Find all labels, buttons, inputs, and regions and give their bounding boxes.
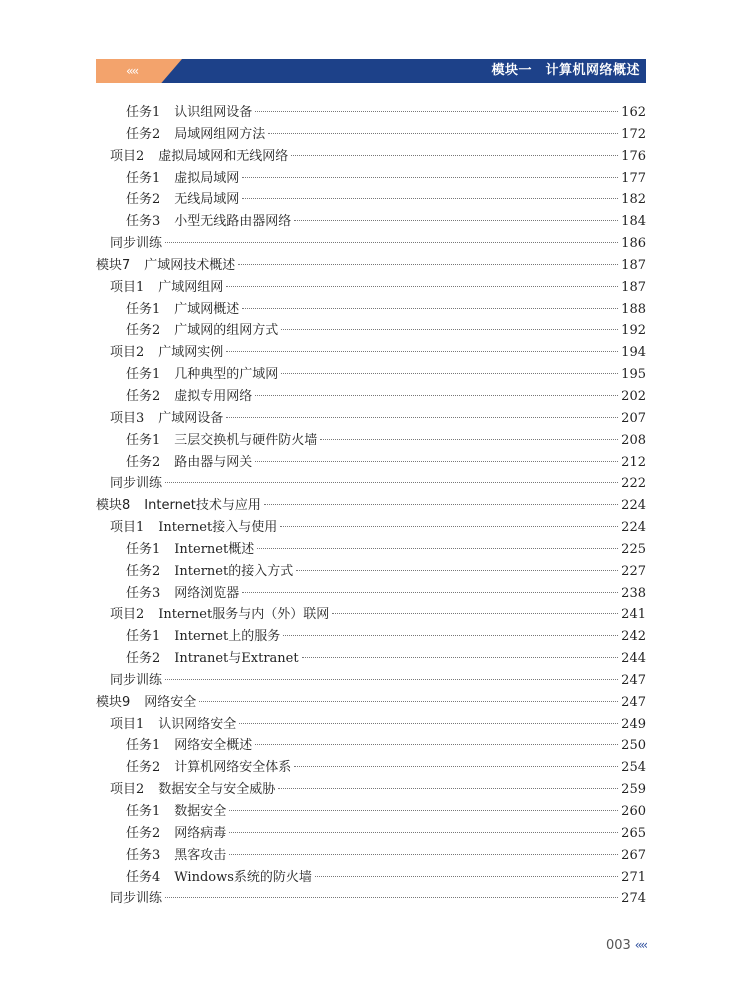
toc-entry-title: 虚拟专用网络 [174, 388, 253, 404]
toc-entry-title: Internet服务与内（外）联网 [158, 607, 330, 623]
toc-entry-label: 任务1 [126, 804, 161, 819]
dot-leader [226, 351, 618, 352]
toc-entry-page: 177 [621, 170, 646, 186]
toc-entry-page: 194 [621, 345, 646, 361]
toc-entry-title: 路由器与网关 [174, 454, 253, 470]
dot-leader [165, 897, 618, 898]
dot-leader [280, 526, 618, 527]
dot-leader [229, 854, 618, 855]
toc-entry-page: 172 [621, 126, 646, 142]
toc-entry-label: 任务1 [126, 367, 161, 383]
toc-entry-label: 任务3 [126, 847, 161, 863]
toc-entry[interactable] [96, 692, 646, 714]
toc-entry-label: 任务2 [126, 651, 161, 667]
toc-entry-label: 任务2 [126, 388, 161, 404]
toc-entry[interactable] [96, 452, 646, 474]
toc-entry-page: 184 [621, 214, 646, 230]
toc-entry[interactable] [96, 211, 646, 233]
toc-entry-page: 195 [621, 367, 646, 383]
toc-entry[interactable] [96, 735, 646, 757]
toc-entry-label: 同步训练 [110, 236, 163, 252]
toc-entry[interactable] [96, 823, 646, 845]
toc-entry-title: 数据安全 [174, 804, 227, 819]
toc-entry[interactable] [96, 233, 646, 255]
toc-entry-page: 271 [621, 869, 646, 885]
toc-entry-page: 241 [621, 607, 646, 623]
toc-entry-page: 238 [621, 585, 646, 601]
toc-entry-label: 项目1 [110, 716, 145, 732]
dot-leader [238, 264, 618, 265]
toc-entry-label: 任务1 [126, 432, 161, 448]
dot-leader [165, 242, 618, 243]
toc-entry[interactable] [96, 277, 646, 299]
dot-leader [255, 111, 618, 112]
toc-entry-title: Internet的接入方式 [174, 563, 294, 579]
toc-entry-page: 247 [621, 694, 646, 710]
toc-entry-page: 182 [621, 192, 646, 208]
toc-entry-label: 模块9 [96, 694, 131, 710]
toc-entry-page: 224 [621, 498, 646, 514]
toc-entry[interactable] [96, 102, 646, 124]
toc-entry-label: 任务1 [126, 301, 161, 317]
toc-entry-label: 任务2 [126, 192, 161, 208]
toc-entry-title: 广域网实例 [158, 345, 224, 361]
dot-leader [242, 177, 618, 178]
toc-entry-page: 274 [621, 891, 646, 907]
toc-entry-label: 模块7 [96, 257, 131, 273]
toc-entry[interactable] [96, 255, 646, 277]
dot-leader [264, 504, 618, 505]
page-number: 003 [605, 938, 631, 953]
toc-entry-label: 任务2 [126, 825, 161, 841]
toc-entry[interactable] [96, 386, 646, 408]
dot-leader [281, 373, 618, 374]
toc-entry-title: 几种典型的广域网 [174, 367, 279, 383]
toc-entry-page: 224 [621, 520, 646, 536]
dot-leader [302, 657, 619, 658]
dot-leader [283, 635, 618, 636]
toc-entry-title: Internet技术与应用 [144, 498, 261, 514]
toc-entry-page: 267 [621, 847, 646, 863]
page-number-footer [606, 935, 646, 955]
dot-leader [242, 308, 618, 309]
toc-entry-page: 259 [621, 782, 646, 798]
toc-entry-title: 无线局域网 [174, 192, 240, 208]
dot-leader [257, 548, 618, 549]
toc-entry-title: Internet上的服务 [174, 629, 281, 645]
toc-entry-label: 项目2 [110, 345, 145, 361]
toc-entry-title: 网络安全概述 [174, 738, 253, 754]
dot-leader [226, 286, 618, 287]
header-title: 模块一 计算机网络概述 [491, 63, 640, 78]
toc-entry[interactable] [96, 342, 646, 364]
dot-leader [255, 461, 618, 462]
toc-entry-title: 网络浏览器 [174, 585, 240, 601]
toc-entry-label: 任务1 [126, 541, 161, 557]
toc-entry-title: 黑客攻击 [174, 847, 227, 863]
dot-leader [165, 482, 618, 483]
toc-entry-label: 任务2 [126, 454, 161, 470]
toc-entry-page: 186 [621, 236, 646, 252]
dot-leader [242, 198, 618, 199]
toc-entry[interactable] [96, 801, 646, 823]
toc-entry-title: 广域网组网 [158, 279, 224, 295]
toc-entry-page: 222 [621, 476, 646, 492]
toc-entry-page: 244 [621, 651, 646, 667]
toc-entry-label: 项目2 [110, 782, 145, 798]
table-of-contents [96, 102, 646, 910]
toc-entry[interactable] [96, 714, 646, 736]
toc-entry[interactable] [96, 539, 646, 561]
toc-entry-label: 同步训练 [110, 476, 163, 492]
dot-leader [226, 417, 618, 418]
dot-leader [165, 679, 618, 680]
toc-entry[interactable] [96, 757, 646, 779]
toc-entry-title: 虚拟局域网 [174, 170, 240, 186]
toc-entry[interactable] [96, 604, 646, 626]
dot-leader [332, 613, 618, 614]
toc-entry[interactable] [96, 561, 646, 583]
toc-entry[interactable] [96, 146, 646, 168]
toc-entry-title: 认识组网设备 [174, 105, 253, 120]
toc-entry-page: 162 [621, 105, 646, 120]
dot-leader [255, 744, 618, 745]
toc-entry-title: Internet概述 [174, 541, 255, 557]
toc-entry-page: 242 [621, 629, 646, 645]
toc-entry-title: Internet接入与使用 [158, 520, 278, 536]
toc-entry-title: 三层交换机与硬件防火墙 [174, 432, 318, 448]
toc-entry-label: 项目1 [110, 279, 145, 295]
toc-entry[interactable] [96, 299, 646, 321]
toc-entry-page: 250 [621, 738, 646, 754]
dot-leader [294, 766, 618, 767]
toc-entry-page: 202 [621, 388, 646, 404]
toc-entry-title: 虚拟局域网和无线网络 [158, 148, 289, 164]
toc-entry-title: 数据安全与安全威胁 [158, 782, 276, 798]
toc-entry-page: 225 [621, 541, 646, 557]
toc-entry-title: 广域网的组网方式 [174, 323, 279, 339]
toc-entry[interactable] [96, 845, 646, 867]
toc-entry-title: 小型无线路由器网络 [174, 214, 292, 230]
toc-entry-label: 同步训练 [110, 672, 163, 688]
toc-entry-page: 188 [621, 301, 646, 317]
header-chevrons-icon: ‹‹‹‹ [126, 64, 138, 78]
toc-entry[interactable] [96, 583, 646, 605]
dot-leader [229, 810, 618, 811]
toc-entry[interactable] [96, 495, 646, 517]
dot-leader [242, 592, 618, 593]
toc-entry-title: Windows系统的防火墙 [174, 869, 312, 885]
toc-entry[interactable] [96, 648, 646, 670]
toc-entry-label: 任务1 [126, 105, 161, 120]
toc-entry-label: 任务2 [126, 563, 161, 579]
toc-entry-label: 任务1 [126, 738, 161, 754]
toc-entry-title: 广域网技术概述 [144, 257, 236, 273]
toc-entry-label: 项目2 [110, 148, 145, 164]
toc-entry-label: 任务1 [126, 629, 161, 645]
dot-leader [320, 439, 618, 440]
toc-entry-page: 187 [621, 279, 646, 295]
toc-entry-page: 176 [621, 148, 646, 164]
toc-entry-label: 项目1 [110, 520, 145, 536]
toc-entry[interactable] [96, 517, 646, 539]
dot-leader [294, 220, 618, 221]
toc-entry[interactable] [96, 124, 646, 146]
toc-entry-label: 项目3 [110, 410, 145, 426]
dot-leader [281, 329, 618, 330]
toc-entry-label: 任务4 [126, 869, 161, 885]
dot-leader [291, 155, 618, 156]
toc-entry-title: 广域网设备 [158, 410, 224, 426]
dot-leader [239, 723, 618, 724]
toc-entry-title: 认识网络安全 [158, 716, 237, 732]
toc-entry-label: 项目2 [110, 607, 145, 623]
toc-entry-page: 247 [621, 672, 646, 688]
toc-entry-title: 计算机网络安全体系 [174, 760, 292, 776]
dot-leader [315, 876, 618, 877]
toc-entry-title: 广域网概述 [174, 301, 240, 317]
toc-entry[interactable] [96, 189, 646, 211]
toc-entry-title: 网络病毒 [174, 825, 227, 841]
toc-entry-page: 265 [621, 825, 646, 841]
toc-entry-page: 207 [621, 410, 646, 426]
toc-entry-page: 227 [621, 563, 646, 579]
toc-entry-page: 254 [621, 760, 646, 776]
footer-chevrons-icon: ‹‹‹‹ [634, 938, 646, 952]
toc-entry-page: 192 [621, 323, 646, 339]
dot-leader [268, 133, 618, 134]
toc-entry-title: 网络安全 [144, 694, 197, 710]
toc-entry-page: 260 [621, 804, 646, 819]
toc-entry[interactable] [96, 888, 646, 910]
toc-entry-title: 局域网组网方法 [174, 126, 266, 142]
toc-entry[interactable] [96, 320, 646, 342]
dot-leader [199, 701, 618, 702]
toc-entry-title: Intranet与Extranet [174, 651, 299, 667]
toc-entry[interactable] [96, 364, 646, 386]
toc-entry[interactable] [96, 408, 646, 430]
toc-entry[interactable] [96, 670, 646, 692]
toc-entry-label: 同步训练 [110, 891, 163, 907]
toc-entry-label: 任务3 [126, 214, 161, 230]
toc-entry-label: 模块8 [96, 498, 131, 514]
toc-entry[interactable] [96, 473, 646, 495]
toc-entry[interactable] [96, 626, 646, 648]
toc-entry-label: 任务2 [126, 323, 161, 339]
dot-leader [278, 788, 618, 789]
toc-entry[interactable] [96, 430, 646, 452]
toc-entry-label: 任务2 [126, 126, 161, 142]
toc-entry-label: 任务1 [126, 170, 161, 186]
toc-entry-page: 208 [621, 432, 646, 448]
toc-entry-page: 249 [621, 716, 646, 732]
dot-leader [255, 395, 618, 396]
toc-entry[interactable] [96, 867, 646, 889]
toc-entry-label: 任务3 [126, 585, 161, 601]
toc-entry[interactable] [96, 168, 646, 190]
dot-leader [296, 570, 618, 571]
toc-entry-page: 187 [621, 257, 646, 273]
toc-entry[interactable] [96, 779, 646, 801]
dot-leader [229, 832, 618, 833]
toc-entry-page: 212 [621, 454, 646, 470]
toc-entry-label: 任务2 [126, 760, 161, 776]
